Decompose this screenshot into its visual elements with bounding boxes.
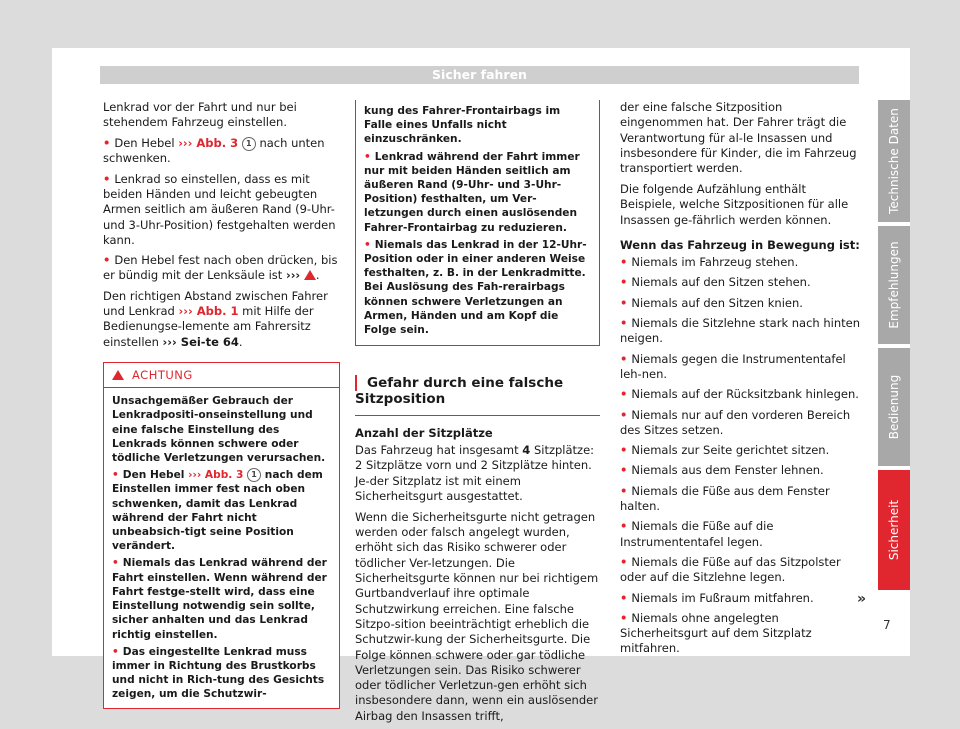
list-item: • Niemals auf der Rücksitzbank hinlegen. bbox=[620, 387, 859, 402]
warning-item: • Das eingestellte Lenkrad muss immer in Richtung des Brustkorbs und nicht in Rich-tung des Gesichts zeigen, um die Schutzwir- bbox=[112, 645, 325, 701]
paragraph: Wenn die Sicherheitsgurte nicht getragen werden oder falsch angelegt wurden, erhöht sich das Risiko schwerer oder tödlicher Ver-letzungen. Die Sicherheitsgurte können nur bei richtigem Gurtbandverlauf ihre optimale Schutzwirkung erreichen. Eine falsche Sitzpo-sition beeinträchtigt erheblich die Schutzwir-kung der Sicherheitsgurte. Die Folge können schwere oder gar tödliche Verletzungen sein. Das Risiko schwerer oder tödlicher Verletzun-gen erhöht sich insbesondere dann, wenn ein auslösender Airbag den Insassen trifft, bbox=[355, 509, 599, 723]
list-item: • Niemals auf den Sitzen stehen. bbox=[620, 275, 811, 290]
list-item: • Den Hebel fest nach oben drücken, bis er bündig mit der Lenksäule ist ››› . bbox=[103, 253, 338, 283]
warning-triangle-icon bbox=[304, 270, 316, 280]
paragraph: der eine falsche Sitzposition eingenommen hat. Der Fahrer trägt die Verantwortung für al-le Insassen und insbesondere für Kinder, die im Fahrzeug transportiert werden. bbox=[620, 100, 857, 176]
list-item: • Niemals im Fußraum mitfahren. bbox=[620, 590, 814, 605]
bullet-icon: • bbox=[620, 610, 628, 625]
paragraph: Die folgende Aufzählung enthält Beispiele, welche Sitzpositionen für alle Insassen ge-fährlich werden können. bbox=[620, 181, 849, 227]
bullet-icon: • bbox=[620, 316, 628, 331]
bullet-icon: • bbox=[620, 295, 628, 310]
warning-triangle-icon bbox=[112, 370, 124, 380]
callout-number: 1 bbox=[247, 468, 261, 482]
bullet-icon: • bbox=[620, 387, 628, 402]
page-link[interactable]: ››› Sei-te 64 bbox=[162, 334, 239, 349]
column-3 bbox=[620, 100, 865, 662]
column-2 bbox=[355, 100, 600, 729]
subheading: Wenn das Fahrzeug in Bewegung ist: bbox=[620, 237, 860, 252]
seat-position-list bbox=[620, 255, 865, 657]
warning-box bbox=[103, 362, 340, 709]
bullet-icon: • bbox=[620, 519, 628, 534]
section-title: Gefahr durch eine falsche Sitzposition bbox=[355, 376, 600, 416]
page-header: Sicher fahren bbox=[100, 66, 859, 84]
bullet-icon: • bbox=[103, 253, 111, 268]
bullet-icon: • bbox=[620, 483, 628, 498]
bullet-icon: • bbox=[620, 443, 628, 458]
bullet-icon: • bbox=[620, 275, 628, 290]
list-item: • Niemals im Fahrzeug stehen. bbox=[620, 255, 799, 270]
bullet-icon: • bbox=[112, 469, 119, 482]
paragraph: Das Fahrzeug hat insgesamt 4 Sitzplätze: 2 Sitzplätze vorn und 2 Sitzplätze hinten. Je-der Sitzplatz ist mit einem Sicherheitsgurt ausgestattet. bbox=[355, 443, 595, 504]
list-item: • Niemals aus dem Fenster lehnen. bbox=[620, 463, 824, 478]
figure-link[interactable]: ››› Abb. 3 bbox=[188, 469, 244, 482]
bullet-icon: • bbox=[620, 554, 628, 569]
list-item: • Lenkrad so einstellen, dass es mit beiden Händen und leicht gebeugten Armen seitlich am äußeren Rand (9-Uhr- und 3-Uhr-Position) festgehalten werden kann. bbox=[103, 171, 336, 247]
bullet-icon: • bbox=[112, 645, 119, 658]
list-item: • Niemals die Füße auf das Sitzpolster oder auf die Sitzlehne legen. bbox=[620, 554, 841, 585]
bullet-icon: • bbox=[103, 171, 111, 186]
bullet-icon: • bbox=[112, 557, 119, 570]
bullet-icon: • bbox=[620, 463, 628, 478]
bullet-icon: • bbox=[364, 238, 371, 251]
bullet-icon: • bbox=[620, 407, 628, 422]
paragraph: Den richtigen Abstand zwischen Fahrer und Lenkrad ››› Abb. 1 mit Hilfe der Bedienungse-lemente am Fahrersitz einstellen ››› Sei-te 64. bbox=[103, 288, 328, 349]
bullet-icon: • bbox=[103, 136, 111, 151]
bullet-icon: • bbox=[364, 150, 371, 163]
warning-box-continued: kung des Fahrer-Frontairbags im Falle eines Unfalls nicht einzuschränken. • Lenkrad während der Fahrt immer nur mit beiden Händen seitlich am äußeren Rand (9-Uhr- und 3-Uhr-Position) festhalten, um Ver-letzungen durch einen auslösenden Fahrer-Frontairbag zu reduzieren. • Niemals das Lenkrad in der 12-Uhr-Position oder in einer anderen Weise festhalten, z. B. in der Lenkradmitte. Bei Auslösung des Fah-rerairbags können schwere Verletzungen an Armen, Händen und am Kopf die Folge sein. bbox=[355, 100, 600, 346]
subheading: Anzahl der Sitzplätze bbox=[355, 425, 493, 440]
page-number: 7 bbox=[883, 618, 891, 632]
warning-item: • Den Hebel ››› Abb. 3 1 nach dem Einstellen immer fest nach oben schwenken, damit das Lenkrad während der Fahrt nicht unbeabsich-tigt seine Position verändert. bbox=[112, 469, 323, 553]
callout-number: 1 bbox=[242, 137, 256, 151]
tab-sicherheit[interactable]: Sicherheit bbox=[878, 470, 910, 590]
warning-link[interactable]: ››› bbox=[285, 268, 301, 283]
warning-item: • Niemals das Lenkrad während der Fahrt einstellen. Wenn während der Fahrt festge-stellt wird, dass eine Einstellung notwendig sein sollte, sicher anhalten und das Lenkrad richtig einstellen. bbox=[112, 557, 327, 641]
list-item: • Niemals gegen die Instrumententafel leh-nen. bbox=[620, 351, 846, 381]
list-item: • Den Hebel ››› Abb. 3 1 nach unten schwenken. bbox=[103, 136, 325, 166]
list-item: • Niemals nur auf den vorderen Bereich des Sitzes setzen. bbox=[620, 407, 851, 437]
warning-item: • Lenkrad während der Fahrt immer nur mit beiden Händen seitlich am äußeren Rand (9-Uhr- und 3-Uhr-Position) festhalten, um Ver-letzungen durch einen auslösenden Fahrer-Frontairbag zu reduzieren. bbox=[364, 150, 580, 234]
list-item: • Niemals die Sitzlehne stark nach hinten neigen. bbox=[620, 316, 861, 346]
bullet-icon: • bbox=[620, 590, 628, 605]
warning-body: Unsachgemäßer Gebrauch der Lenkradpositi-onseinstellung und eine falsche Einstellung des Lenkrads können schwere oder tödliche Verletzungen verursachen. • Den Hebel ››› Abb. 3 1 nach dem Einstellen immer fest nach oben schwenken, damit das Lenkrad während der Fahrt nicht unbeabsich-tigt seine Position verändert. • Niemals das Lenkrad während der Fahrt einstellen. Wenn während der Fahrt festge-stellt wird, dass eine Einstellung notwendig sein sollte, sicher anhalten und das Lenkrad richtig einstellen. • Das eingestellte Lenkrad muss immer in Richtung des Brustkorbs und nicht in Rich-tung des Gesichts zeigen, um die Schutzwir- bbox=[104, 388, 339, 707]
list-item: • Niemals die Füße aus dem Fenster halten. bbox=[620, 483, 830, 514]
bullet-icon: • bbox=[620, 351, 628, 366]
list-item: • Niemals die Füße auf die Instrumententafel legen. bbox=[620, 519, 774, 549]
figure-link[interactable]: ››› Abb. 1 bbox=[178, 304, 239, 319]
warning-header: ACHTUNG bbox=[104, 363, 339, 388]
warning-item: • Niemals das Lenkrad in der 12-Uhr-Position oder in einer anderen Weise festhalten, z. B. in der Lenkradmitte. Bei Auslösung des Fah-rerairbags können schwere Verletzungen an Armen, Händen und am Kopf die Folge sein. bbox=[364, 238, 587, 337]
list-item: • Niemals zur Seite gerichtet sitzen. bbox=[620, 443, 830, 458]
list-item: • Niemals auf den Sitzen knien. bbox=[620, 295, 803, 310]
paragraph: Lenkrad vor der Fahrt und nur bei stehendem Fahrzeug einstellen. bbox=[103, 100, 297, 130]
list-item: • Niemals ohne angelegten Sicherheitsgurt auf dem Sitzplatz mitfahren. bbox=[620, 610, 812, 656]
tab-technische-daten[interactable]: Technische Daten bbox=[878, 100, 910, 222]
figure-link[interactable]: ››› Abb. 3 bbox=[178, 136, 239, 151]
tab-bedienung[interactable]: Bedienung bbox=[878, 348, 910, 466]
tab-empfehlungen[interactable]: Empfehlungen bbox=[878, 226, 910, 344]
bullet-icon: • bbox=[620, 255, 628, 270]
column-1 bbox=[103, 100, 340, 709]
continue-marker: » bbox=[857, 591, 867, 607]
